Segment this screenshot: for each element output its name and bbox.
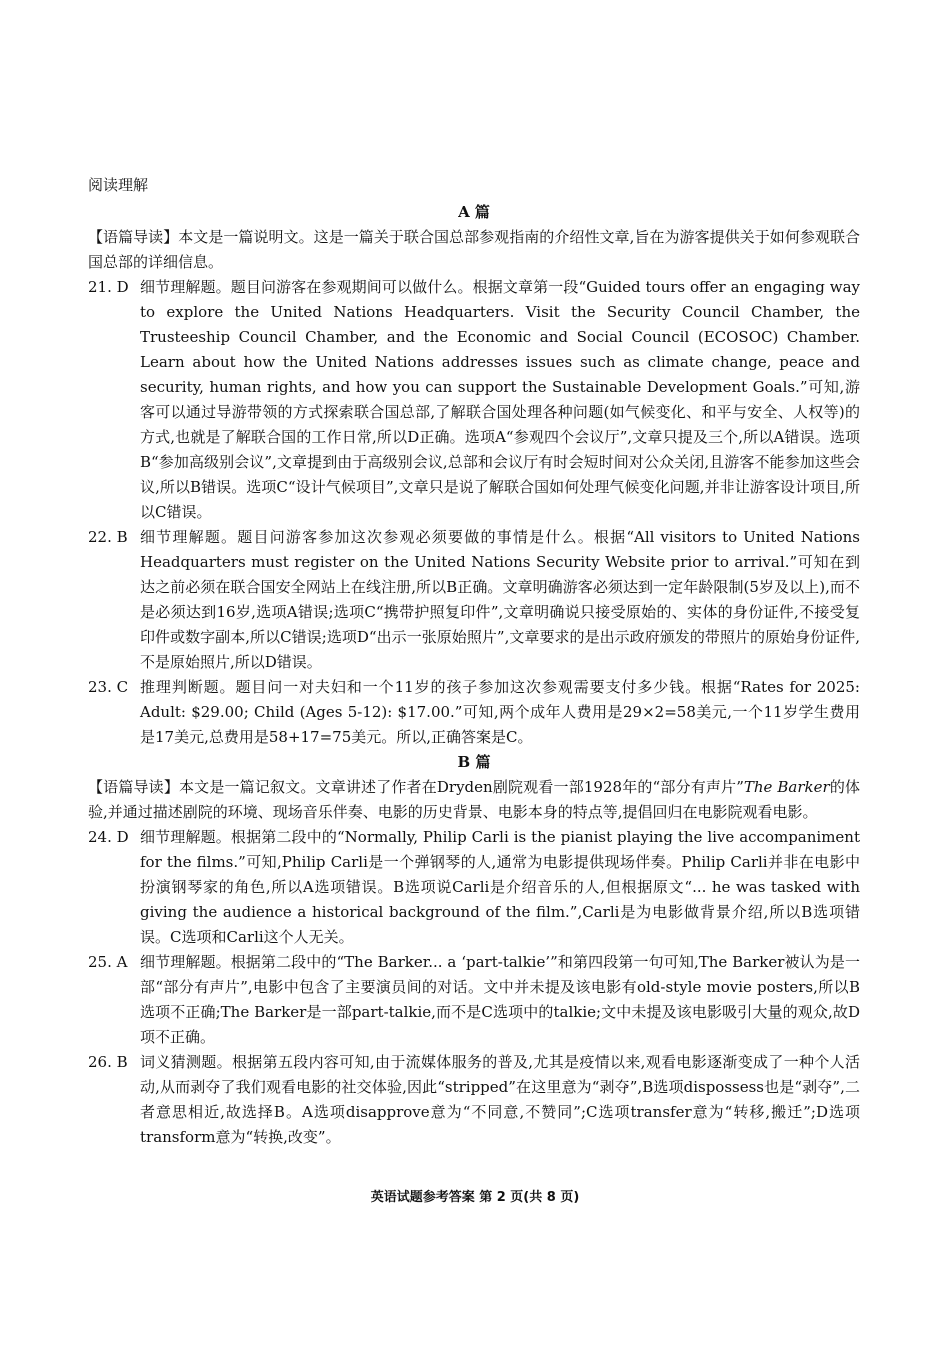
- question-number: 24. D: [88, 828, 129, 846]
- part-b-title: B 篇: [457, 753, 491, 771]
- part-a-title: A 篇: [458, 203, 490, 221]
- question-25: [88, 950, 860, 1050]
- question-explanation: 推理判断题。题目问一对夫妇和一个11岁的孩子参加这次参观需要支付多少钱。根据“Rates for 2025: Adult: $29.00; Child (Ages 5-12): $17.00.”可知,两个成年人费用是29×2=58美元,一个11岁学生费用是17美元,总费用是58+17=75美元。所以,正确答案是C。: [140, 678, 860, 746]
- question-24: [88, 825, 860, 950]
- part-b-guide-suffix: 的体验,并通过描述剧院的环境、现场音乐伴奏、电影的历史背景、电影本身的特点等,提倡回归在电影院观看电影。: [88, 778, 860, 821]
- part-b-guide: [88, 775, 860, 825]
- page-footer: 英语试题参考答案 第 2 页(共 8 页): [370, 1190, 580, 1205]
- question-number: 23. C: [88, 678, 129, 696]
- question-explanation: 细节理解题。题目问游客在参观期间可以做什么。根据文章第一段“Guided tours offer an engaging way to explore the United Nations Headquarters. Visit the Security Council Chamber, the Trusteeship Council Chamber, and the Economic and Social Council (ECOSOC) Chamber. Learn about how the United Nations addresses issues such as climate change, peace and security, human rights, and how you can support the Sustainable Development Goals.”可知,游客可以通过导游带领的方式探索联合国总部,了解联合国处理各种问题(如气候变化、和平与安全、人权等)的方式,也就是了解联合国的工作日常,所以D正确。选项A“参观四个会议厅”,文章只提及三个,所以A错误。选项B“参加高级别会议”,文章提到由于高级别会议,总部和会议厅有时会短时间对公众关闭,且游客不能参加这些会议,所以B错误。选项C“设计气候项目”,文章只是说了解联合国如何处理气候变化问题,并非让游客设计项目,所以C错误。: [140, 278, 860, 521]
- question-number: 25. A: [88, 953, 128, 971]
- section-label: 阅读理解: [88, 176, 149, 194]
- question-explanation: 细节理解题。根据第二段中的“Normally, Philip Carli is the pianist playing the live accompaniment for the films.”可知,Philip Carli是一个弹钢琴的人,通常为电影提供现场伴奏。Philip Carli并非在电影中扮演钢琴家的角色,所以A选项错误。B选项说Carli是介绍音乐的人,但根据原文“... he was tasked with giving the audience a historical background of the film.”,Carli是为电影做背景介绍,所以B选项错误。C选项和Carli这个人无关。: [140, 828, 860, 946]
- question-explanation: 细节理解题。根据第二段中的“The Barker... a ‘part-talkie’”和第四段第一句可知,The Barker被认为是一部“部分有声片”,电影中包含了主要演员间的对话。文中并未提及该电影有old-style movie posters,所以B选项不正确;The Barker是一部part-talkie,而不是C选项中的talkie;文中未提及该电影吸引大量的观众,故D项不正确。: [140, 953, 860, 1046]
- question-21: [88, 275, 860, 525]
- question-22: [88, 525, 860, 675]
- answer-page: [88, 170, 860, 1150]
- question-explanation: 细节理解题。题目问游客参加这次参观必须要做的事情是什么。根据“All visitors to United Nations Headquarters must register on the United Nations Security Website prior to arrival.”可知在到达之前必须在联合国安全网站上在线注册,所以B正确。文章明确游客必须达到一定年龄限制(5岁及以上),而不是必须达到16岁,选项A错误;选项C“携带护照复印件”,文章明确说只接受原始的、实体的身份证件,不接受复印件或数字副本,所以C错误;选项D“出示一张原始照片”,文章要求的是出示政府颁发的带照片的原始身份证件,不是原始照片,所以D错误。: [140, 528, 860, 671]
- question-26: [88, 1050, 860, 1150]
- question-number: 26. B: [88, 1053, 128, 1071]
- part-a-guide: 【语篇导读】本文是一篇说明文。这是一篇关于联合国总部参观指南的介绍性文章,旨在为游客提供关于如何参观联合国总部的详细信息。: [88, 228, 860, 271]
- question-number: 21. D: [88, 278, 129, 296]
- question-explanation: 词义猜测题。根据第五段内容可知,由于流媒体服务的普及,尤其是疫情以来,观看电影逐渐变成了一种个人活动,从而剥夺了我们观看电影的社交体验,因此“stripped”在这里意为“剥夺”,B选项dispossess也是“剥夺”,二者意思相近,故选择B。A选项disapprove意为“不同意,不赞同”;C选项transfer意为“转移,搬迁”;D选项transform意为“转换,改变”。: [140, 1053, 860, 1146]
- question-number: 22. B: [88, 528, 128, 546]
- question-23: [88, 675, 860, 750]
- part-b-guide-prefix: 【语篇导读】本文是一篇记叙文。文章讲述了作者在Dryden剧院观看一部1928年的“部分有声片”: [88, 778, 744, 796]
- film-title: The Barker: [743, 778, 830, 796]
